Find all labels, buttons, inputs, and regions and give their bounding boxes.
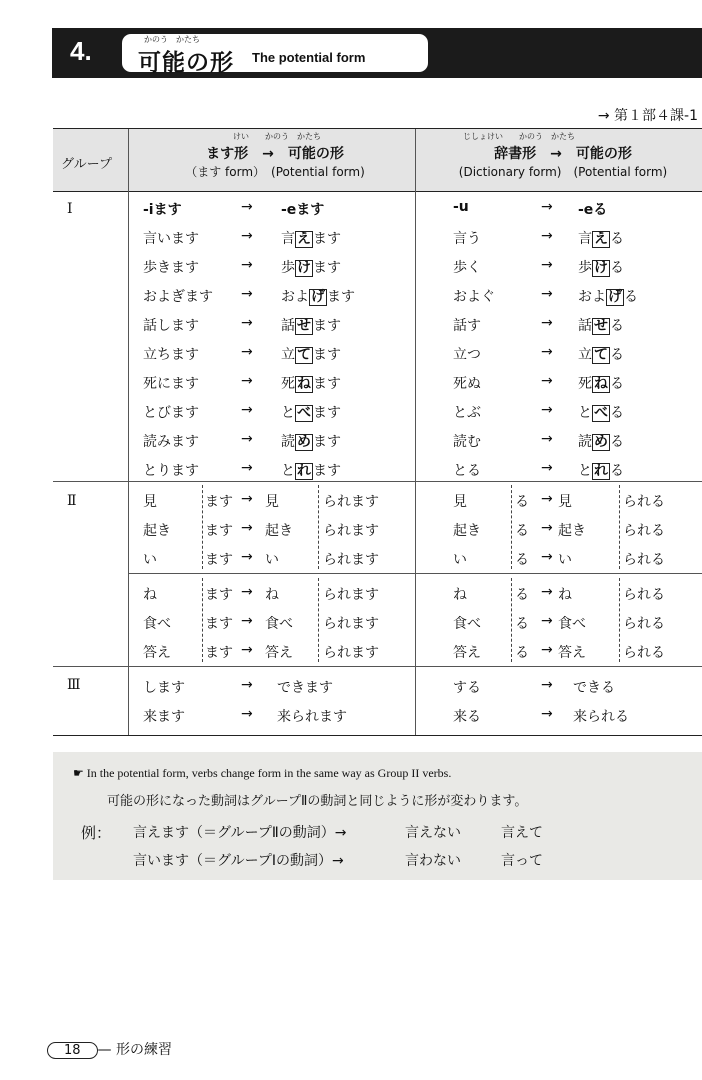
highlight-kana: て xyxy=(594,347,608,363)
g2-stem2-5: 答え xyxy=(265,645,293,661)
g2-ru-4: る xyxy=(515,616,529,632)
g1-pot-0: -eます xyxy=(281,202,325,218)
g1-pot2-0: -eる xyxy=(578,202,608,218)
g1-dict-3: およぐ xyxy=(453,289,495,305)
g2-masu-4: ます xyxy=(205,616,233,632)
g1-arrow2-9: → xyxy=(541,460,553,476)
header-col2: 辞書形 → 可能の形 (Dictionary form) (Potential form) xyxy=(458,146,668,179)
highlight-kana: め xyxy=(594,434,608,450)
g1-pot-1: 言 え ます xyxy=(281,231,341,247)
group-label-1: Ⅰ xyxy=(67,201,73,217)
g1-masu-3: およぎます xyxy=(143,289,213,305)
page-footer: 18 — 形の練習 xyxy=(47,1039,172,1059)
highlight-kana: げ xyxy=(608,289,622,305)
g2-rare-3: られます xyxy=(323,587,379,603)
g2-stem1-2: い xyxy=(143,552,157,568)
g3-arrow1-1: → xyxy=(241,706,253,722)
g2-arrow1-2: → xyxy=(241,549,253,565)
g1-dict-9: とる xyxy=(453,463,481,479)
g1-pot2-5: 立 て る xyxy=(578,347,624,363)
g2-arrow1-1: → xyxy=(241,520,253,536)
title-ruby: かのう かたち xyxy=(144,35,200,44)
g2-arrow2-3: → xyxy=(541,584,553,600)
note-jp: 可能の形になった動詞はグループⅡの動詞と同じように形が変わります。 xyxy=(107,794,528,809)
g2-ru-5: る xyxy=(515,645,529,661)
g2-stem4-3: ね xyxy=(558,587,572,603)
g2-stem3-0: 見 xyxy=(453,494,467,510)
g2-arrow2-0: → xyxy=(541,491,553,507)
g2-stem3-1: 起き xyxy=(453,523,481,539)
highlight-kana: べ xyxy=(297,405,311,421)
section-number: 4. xyxy=(70,36,92,66)
g2-rareru-0: られる xyxy=(623,494,665,510)
separator-g1-g2 xyxy=(53,481,702,482)
g2-rare-4: られます xyxy=(323,616,379,632)
g1-dict-8: 読む xyxy=(453,434,481,450)
g2-rareru-5: られる xyxy=(623,645,665,661)
example-label: 例： xyxy=(81,824,112,842)
g3-arrow2-1: → xyxy=(541,706,553,722)
g1-pot-3: およ げ ます xyxy=(281,289,355,305)
g2-stem1-1: 起き xyxy=(143,523,171,539)
highlight-kana: れ xyxy=(594,463,608,479)
separator-g2-g3 xyxy=(53,666,702,667)
group-label-3: Ⅲ xyxy=(67,677,81,693)
example-2-te: 言って xyxy=(501,853,543,869)
g1-pot-2: 歩 け ます xyxy=(281,260,341,276)
g2-stem1-3: ね xyxy=(143,587,157,603)
section-title-jp: 可能の形 xyxy=(138,50,234,76)
g1-dict-0: -u xyxy=(453,199,469,215)
g2-ru-3: る xyxy=(515,587,529,603)
g1-dict-5: 立つ xyxy=(453,347,481,363)
section-title-en: The potential form xyxy=(252,50,366,65)
g2-arrow2-2: → xyxy=(541,549,553,565)
g1-arrow2-1: → xyxy=(541,228,553,244)
g2-stem2-0: 見 xyxy=(265,494,279,510)
g1-masu-8: 読みます xyxy=(143,434,199,450)
g1-arrow1-5: → xyxy=(241,344,253,360)
g1-pot2-1: 言 え る xyxy=(578,231,624,247)
g2-masu-3: ます xyxy=(205,587,233,603)
g1-masu-5: 立ちます xyxy=(143,347,199,363)
g1-arrow2-2: → xyxy=(541,257,553,273)
divider-group xyxy=(128,129,129,735)
page-number: 18 xyxy=(47,1042,98,1059)
highlight-kana: け xyxy=(594,260,608,276)
g1-arrow2-0: → xyxy=(541,199,553,215)
g1-pot2-7: と べ る xyxy=(578,405,624,421)
g1-pot-6: 死 ね ます xyxy=(281,376,341,392)
g1-pot2-4: 話 せ る xyxy=(578,318,624,334)
g3-pot-1: 来られます xyxy=(277,709,347,725)
g2-stem3-4: 食べ xyxy=(453,616,481,632)
example-2-neg: 言わない xyxy=(405,853,461,869)
g1-arrow2-4: → xyxy=(541,315,553,331)
separator-g2-sub xyxy=(128,573,702,574)
g1-arrow2-8: → xyxy=(541,431,553,447)
g1-pot2-2: 歩 け る xyxy=(578,260,624,276)
g1-arrow1-6: → xyxy=(241,373,253,389)
g2-arrow1-0: → xyxy=(241,491,253,507)
note-en: ☛ In the potential form, verbs change form in the same way as Group II verbs. xyxy=(73,766,452,780)
g2-arrow1-5: → xyxy=(241,642,253,658)
g2-rare-5: られます xyxy=(323,645,379,661)
group-label-2: Ⅱ xyxy=(67,493,77,509)
highlight-kana: れ xyxy=(297,463,311,479)
g1-masu-1: 言います xyxy=(143,231,199,247)
g3-arrow1-0: → xyxy=(241,677,253,693)
g3-pot2-1: 来られる xyxy=(573,709,629,725)
highlight-kana: え xyxy=(297,231,311,247)
g1-pot2-3: およ げ る xyxy=(578,289,638,305)
potential-form-table xyxy=(53,128,702,736)
highlight-kana: べ xyxy=(594,405,608,421)
header-col1: ます形 → 可能の形 （ます form） (Potential form) xyxy=(185,146,365,179)
g2-rare-0: られます xyxy=(323,494,379,510)
g2-stem4-1: 起き xyxy=(558,523,586,539)
stem-divider xyxy=(511,578,512,662)
g1-pot-7: と べ ます xyxy=(281,405,341,421)
g1-dict-6: 死ぬ xyxy=(453,376,481,392)
g2-rareru-2: られる xyxy=(623,552,665,568)
g2-stem4-5: 答え xyxy=(558,645,586,661)
g3-pot2-0: できる xyxy=(573,680,615,696)
stem-divider xyxy=(318,485,319,569)
footer-title: 形の練習 xyxy=(116,1042,172,1058)
g2-stem1-5: 答え xyxy=(143,645,171,661)
g2-masu-1: ます xyxy=(205,523,233,539)
g1-arrow2-6: → xyxy=(541,373,553,389)
g1-pot-5: 立 て ます xyxy=(281,347,341,363)
g2-masu-2: ます xyxy=(205,552,233,568)
g1-pot-4: 話 せ ます xyxy=(281,318,341,334)
g2-stem4-4: 食べ xyxy=(558,616,586,632)
example-1-neg: 言えない xyxy=(405,825,461,841)
stem-divider xyxy=(318,578,319,662)
g1-arrow1-8: → xyxy=(241,431,253,447)
header-ruby-2: じしょけい かのう かたち xyxy=(463,132,575,141)
stem-divider xyxy=(202,578,203,662)
stem-divider xyxy=(619,578,620,662)
g1-arrow1-9: → xyxy=(241,460,253,476)
stem-divider xyxy=(619,485,620,569)
example-1-te: 言えて xyxy=(501,825,543,841)
g2-stem3-3: ね xyxy=(453,587,467,603)
g2-stem1-4: 食べ xyxy=(143,616,171,632)
g1-arrow1-3: → xyxy=(241,286,253,302)
g3-arrow2-0: → xyxy=(541,677,553,693)
header-ruby-1: けい かのう かたち xyxy=(233,132,321,141)
highlight-kana: め xyxy=(297,434,311,450)
highlight-kana: ね xyxy=(297,376,311,392)
g1-arrow1-1: → xyxy=(241,228,253,244)
note-box xyxy=(53,752,702,880)
g2-rare-1: られます xyxy=(323,523,379,539)
g2-stem4-2: い xyxy=(558,552,572,568)
header-group: グループ xyxy=(61,157,112,172)
table-header xyxy=(53,129,702,192)
g2-arrow2-1: → xyxy=(541,520,553,536)
g1-dict-1: 言う xyxy=(453,231,481,247)
g1-dict-4: 話す xyxy=(453,318,481,334)
highlight-kana: ね xyxy=(594,376,608,392)
g2-arrow2-4: → xyxy=(541,613,553,629)
g2-ru-1: る xyxy=(515,523,529,539)
stem-divider xyxy=(202,485,203,569)
section-title-pill xyxy=(122,34,428,76)
g1-pot2-8: 読 め る xyxy=(578,434,624,450)
g2-stem4-0: 見 xyxy=(558,494,572,510)
g1-pot2-6: 死 ね る xyxy=(578,376,624,392)
g3-pot-0: できます xyxy=(277,680,333,696)
g1-dict-2: 歩く xyxy=(453,260,481,276)
highlight-kana: せ xyxy=(297,318,311,334)
g1-arrow1-7: → xyxy=(241,402,253,418)
g1-masu-4: 話します xyxy=(143,318,199,334)
example-1: 言えます（＝グループⅡの動詞）→ xyxy=(133,825,347,841)
g1-arrow2-7: → xyxy=(541,402,553,418)
g1-arrow1-4: → xyxy=(241,315,253,331)
g2-arrow1-4: → xyxy=(241,613,253,629)
g2-ru-2: る xyxy=(515,552,529,568)
g1-pot-8: 読 め ます xyxy=(281,434,341,450)
g2-stem2-4: 食べ xyxy=(265,616,293,632)
g2-stem2-1: 起き xyxy=(265,523,293,539)
g2-arrow1-3: → xyxy=(241,584,253,600)
g2-stem2-2: い xyxy=(265,552,279,568)
g1-arrow1-2: → xyxy=(241,257,253,273)
g1-pot2-9: と れ る xyxy=(578,463,624,479)
g1-pot-9: と れ ます xyxy=(281,463,341,479)
stem-divider xyxy=(511,485,512,569)
divider-middle xyxy=(415,129,416,735)
highlight-kana: せ xyxy=(594,318,608,334)
g1-arrow2-5: → xyxy=(541,344,553,360)
highlight-kana: げ xyxy=(311,289,325,305)
g2-stem2-3: ね xyxy=(265,587,279,603)
highlight-kana: え xyxy=(594,231,608,247)
cross-reference: → 第１部４課-1 xyxy=(597,108,698,124)
g2-rare-2: られます xyxy=(323,552,379,568)
g2-masu-0: ます xyxy=(205,494,233,510)
g2-ru-0: る xyxy=(515,494,529,510)
highlight-kana: け xyxy=(297,260,311,276)
g1-arrow1-0: → xyxy=(241,199,253,215)
g1-dict-7: とぶ xyxy=(453,405,481,421)
g2-rareru-4: られる xyxy=(623,616,665,632)
g1-masu-0: -iます xyxy=(143,202,182,218)
g2-masu-5: ます xyxy=(205,645,233,661)
g2-arrow2-5: → xyxy=(541,642,553,658)
g2-stem3-2: い xyxy=(453,552,467,568)
g3-dict-0: する xyxy=(453,680,481,696)
g3-masu-0: します xyxy=(143,680,185,696)
g2-rareru-3: られる xyxy=(623,587,665,603)
g2-stem3-5: 答え xyxy=(453,645,481,661)
g1-masu-9: とります xyxy=(143,463,199,479)
g1-masu-2: 歩きます xyxy=(143,260,199,276)
example-2: 言います（＝グループⅠの動詞）→ xyxy=(133,853,344,869)
g3-masu-1: 来ます xyxy=(143,709,185,725)
g1-masu-7: とびます xyxy=(143,405,199,421)
g1-masu-6: 死にます xyxy=(143,376,199,392)
g3-dict-1: 来る xyxy=(453,709,481,725)
g2-stem1-0: 見 xyxy=(143,494,157,510)
g1-arrow2-3: → xyxy=(541,286,553,302)
section-header xyxy=(52,28,702,78)
g2-rareru-1: られる xyxy=(623,523,665,539)
highlight-kana: て xyxy=(297,347,311,363)
